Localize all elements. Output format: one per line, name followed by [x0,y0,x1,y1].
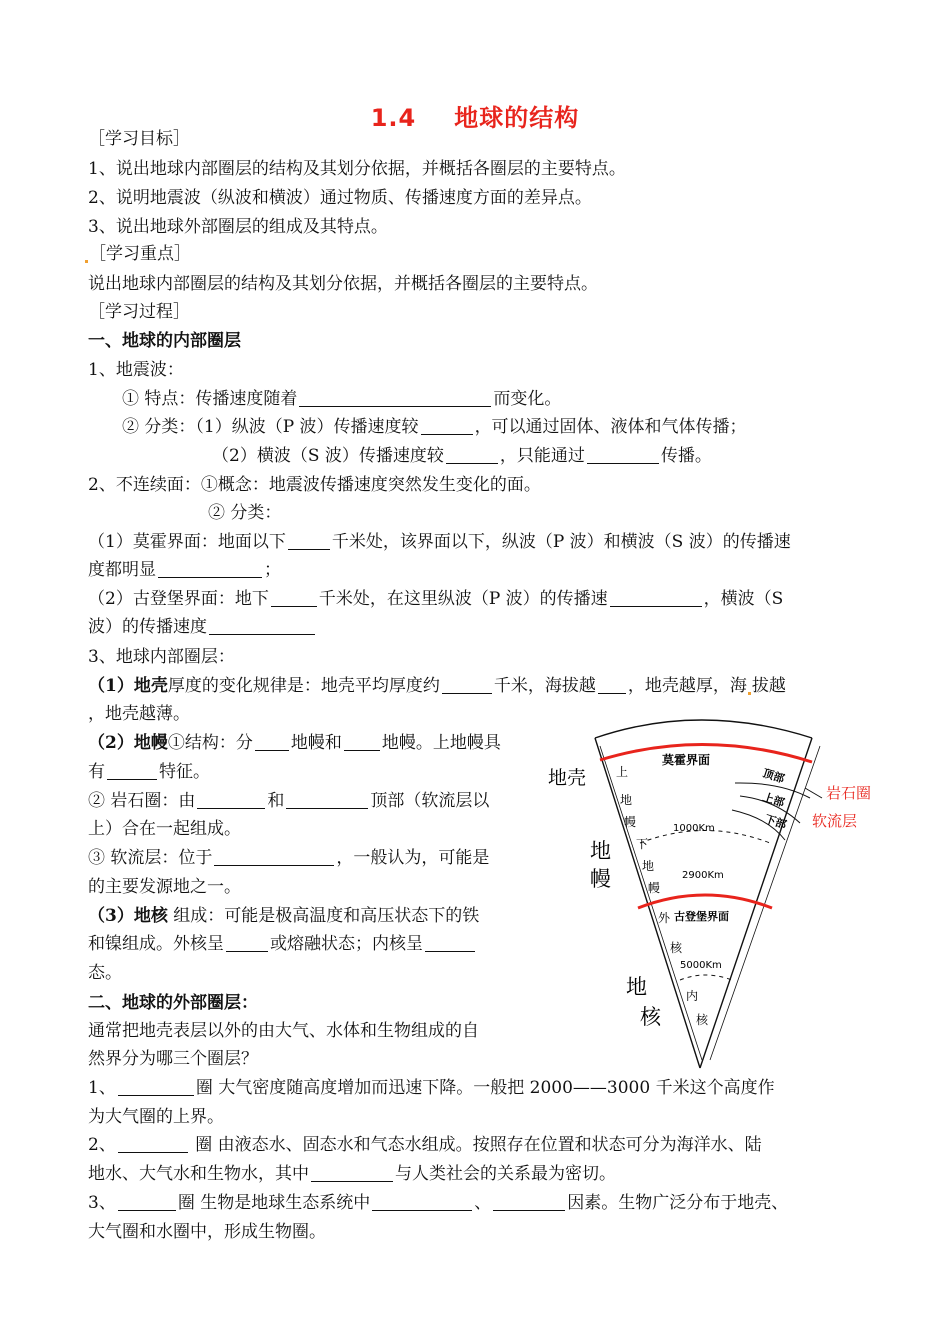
goals-heading: ［学习目标］ [88,129,190,149]
goal-3: 3、说出地球外部圈层的组成及其特点。 [88,217,388,237]
moho-line-1: （1）莫霍界面：地面以下 千米处，该界面以下，纵波（P 波）和横波（S 波）的传播速 [88,532,791,552]
key-text: 说出地球内部圈层的结构及其划分依据，并概括各圈层的主要特点。 [88,274,598,294]
goal-2: 2、说明地震波（纵波和横波）通过物质、传播速度方面的差异点。 [88,188,592,208]
blank[interactable] [107,762,157,780]
blank[interactable] [255,733,289,751]
blank[interactable] [344,733,380,751]
blank[interactable] [610,589,702,607]
blank[interactable] [372,1193,472,1211]
q3-heading: 3、地球内部圈层： [88,647,235,667]
blank[interactable] [214,848,334,866]
core-label-1: 地 [626,975,647,999]
blank[interactable] [421,417,473,435]
q1-heading: 1、地震波： [88,360,184,380]
core-line-2: 和镍组成。外核呈 或熔融状态；内核呈 [88,933,477,955]
asthenosphere-line-1: ③ 软流层：位于 ，一般认为，可能是 [88,848,490,868]
blank[interactable] [446,446,498,464]
lower-part-label: 下部 [763,812,789,832]
gutenberg-boundary [638,895,772,908]
top-part-label: 顶部 [761,766,787,786]
depth-5000-line [680,975,732,980]
blank[interactable] [598,676,626,694]
blank[interactable] [118,1193,176,1211]
blank[interactable] [288,532,330,550]
gutenberg-line-1: （2）古登堡界面：地下 千米处，在这里纵波（P 波）的传播速 ，横波（S [88,589,784,609]
blank[interactable] [311,1164,393,1182]
inner-core-char-1: 内 [686,989,699,1003]
upper-mantle-char-1: 上 [616,765,629,779]
mantle-label-1: 地 [590,839,611,863]
q2-concept: 2、不连续面：①概念：地震波传播速度突然发生变化的面。 [88,475,541,495]
blank[interactable] [587,446,659,464]
lithosphere-line-1: ② 岩石圈：由 和 顶部（软流层以 [88,791,490,811]
moho-line-2: 度都明显 ； [88,560,281,580]
blank[interactable] [286,791,368,809]
key-heading: ［学习重点］ [84,243,191,265]
lithosphere-line-2: 上）合在一起组成。 [88,819,241,839]
upper-mantle-char-3: 幔 [624,815,637,829]
depth-5000-label: 5000Km [680,960,722,971]
inner-core-char-2: 核 [696,1013,709,1027]
core-line-3: 态。 [88,963,122,983]
mantle-label-2: 幔 [590,867,611,891]
upper-mantle-char-2: 地 [620,793,633,807]
blank[interactable] [271,589,317,607]
blank[interactable] [118,1135,188,1153]
asthenosphere-label: 软流层 [812,812,858,830]
blank[interactable] [226,934,268,952]
q1-p-wave: ② 分类：（1）纵波（P 波）传播速度较 ，可以通过固体、液体和气体传播； [122,417,747,437]
q1-feature: ① 特点：传播速度随着 而变化。 [122,389,562,409]
outer-core-char-1: 外 [658,911,671,925]
outer-2-line-2: 地水、大气水和生物水，其中 与人类社会的关系最为密切。 [88,1164,616,1184]
upper-part-label: 上部 [761,790,787,810]
lithosphere-label: 岩石圈 [826,784,872,802]
outer-1-line-2: 为大气圈的上界。 [88,1107,224,1127]
page-title: 1.4 地球的结构 [370,103,580,132]
outer-2-line-1: 2、 圈 由液态水、固态水和气态水组成。按照存在位置和状态可分为海洋水、陆 [88,1135,762,1155]
core-label-2: 核 [640,1005,661,1029]
earth-structure-diagram [540,718,880,1078]
gutenberg-line-2: 波）的传播速度 [88,616,317,638]
crust-label: 地壳 [548,767,587,789]
lower-mantle-char-2: 地 [642,859,655,873]
blank[interactable] [442,676,492,694]
outer-3-line-1: 3、 圈 生物是地球生态系统中 、 因素。生物广泛分布于地壳、 [88,1193,789,1213]
mantle-line-1: （2）地幔①结构：分 地幔和 地幔。上地幔具 [88,733,501,753]
lower-mantle-char-3: 幔 [648,881,661,895]
q1-s-wave: （2）横波（S 波）传播速度较 ，只能通过 传播。 [212,446,712,466]
blank[interactable] [209,617,315,635]
goal-1: 1、说出地球内部圈层的结构及其划分依据，并概括各圈层的主要特点。 [88,159,626,179]
section-2-heading: 二、地球的外部圈层： [88,993,258,1013]
blank[interactable] [493,1193,565,1211]
blank[interactable] [197,791,265,809]
moho-label: 莫霍界面 [662,753,711,767]
blank[interactable] [299,389,491,407]
crust-line-1: （1）地壳厚度的变化规律是：地壳平均厚度约 千米，海拔越 ，地壳越厚，海 拔越 [88,676,786,696]
mantle-line-2: 有 特征。 [88,762,210,782]
blank[interactable] [425,934,475,952]
outer-1-line-1: 1、 圈 大气密度随高度增加而迅速下降。一般把 2000——3000 千米这个高度作 [88,1078,775,1098]
lower-mantle-char-1: 下 [636,837,649,851]
gutenberg-label: 古登堡界面 [674,910,729,923]
core-line-1: （3）地核 组成：可能是极高温度和高压状态下的铁 [88,906,480,926]
process-heading: ［学习过程］ [88,302,190,322]
asthenosphere-line-2: 的主要发源地之一。 [88,877,241,897]
outer-surface-arc [595,720,812,738]
blank[interactable] [118,1078,194,1096]
q2-classification: ② 分类： [208,503,282,523]
depth-2900-label: 2900Km [682,870,724,881]
depth-1000-label: 1000Km [673,823,715,834]
section-1-heading: 一、地球的内部圈层 [88,331,241,351]
blank[interactable] [158,560,262,578]
section-2-intro-1: 通常把地壳表层以外的由大气、水体和生物组成的自 [88,1021,479,1041]
outer-3-line-2: 大气圈和水圈中，形成生物圈。 [88,1222,326,1242]
section-2-intro-2: 然界分为哪三个圈层？ [88,1049,258,1069]
outer-core-char-2: 核 [670,941,683,955]
crust-line-2: ，地壳越薄。 [88,704,190,724]
